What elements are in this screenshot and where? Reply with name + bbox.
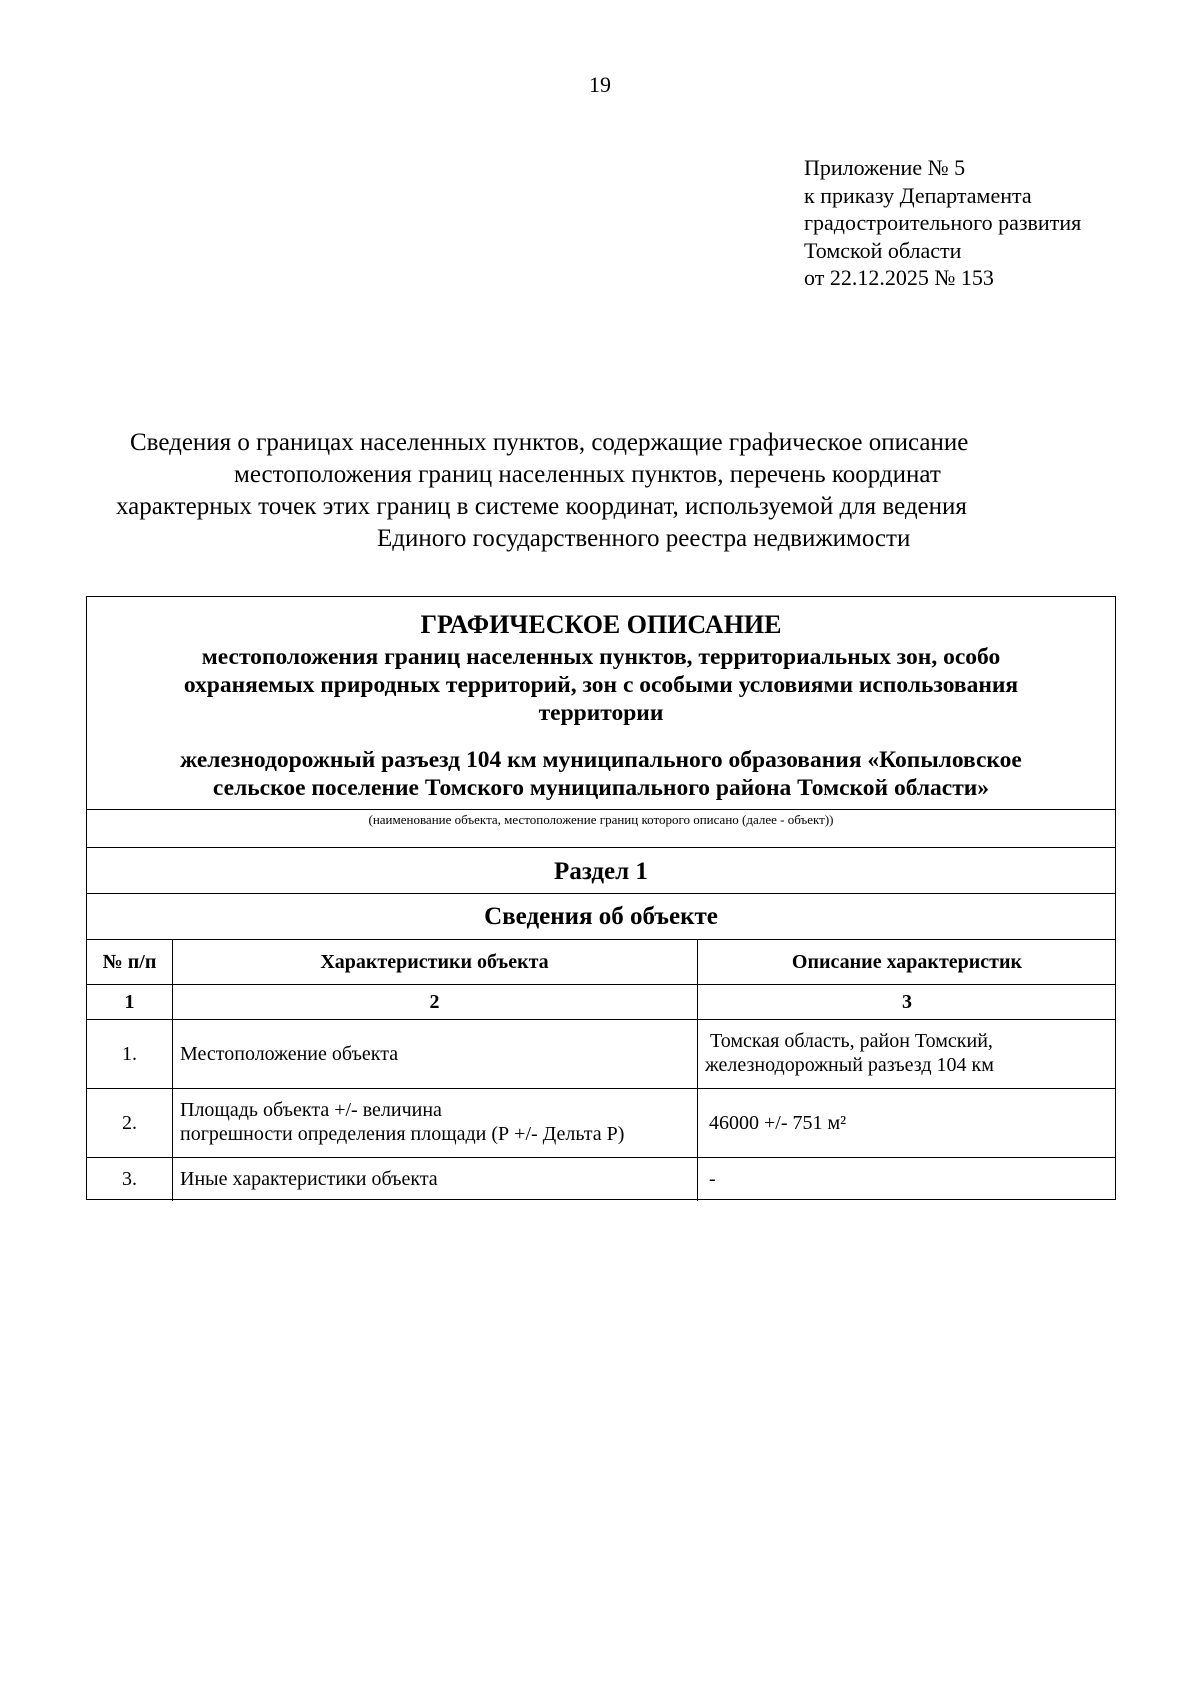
row-number: 3. (122, 1168, 137, 1190)
column-number: 3 (902, 991, 912, 1013)
object-name-line: железнодорожный разъезд 104 км муниципального образования «Копыловское (180, 747, 1022, 773)
divider (87, 847, 1115, 848)
row-characteristic: Местоположение объекта (180, 1043, 399, 1065)
column-header-number: № п/п (102, 951, 157, 973)
object-name-line: сельское поселение Томского муниципального района Томской области» (212, 775, 990, 801)
subtitle-line: местоположения границ населенных пунктов, территориальных зон, особо (201, 644, 1001, 670)
row-number: 2. (122, 1112, 137, 1134)
row-description: Томская область, район Томский, (705, 1030, 993, 1052)
column-header-characteristics: Характеристики объекта (320, 951, 549, 973)
appendix-block (804, 154, 1081, 292)
divider (87, 984, 1115, 985)
section-subtitle: Сведения об объекте (484, 903, 718, 930)
subtitle-line: охраняемых природных территорий, зон с особыми условиями использования (183, 672, 1019, 698)
appendix-line: от 22.12.2025 № 153 (804, 265, 994, 290)
intro-line: Сведения о границах населенных пунктов, содержащие графическое описание (130, 429, 969, 456)
document-title: ГРАФИЧЕСКОЕ ОПИСАНИЕ (420, 610, 782, 639)
intro-line: местоположения границ населенных пунктов, перечень координат (234, 461, 941, 488)
appendix-line: к приказу Департамента (804, 182, 1032, 208)
appendix-line: градостроительного развития (804, 210, 1082, 235)
column-number: 1 (124, 991, 135, 1013)
row-number: 1. (122, 1043, 137, 1065)
divider (87, 1088, 1115, 1089)
object-note: (наименование объекта, местоположение границ которого описано (далее - объект)) (368, 812, 834, 827)
page-number: 19 (589, 72, 611, 97)
row-description: - (709, 1168, 716, 1190)
column-divider (172, 939, 173, 1201)
row-description: железнодорожный разъезд 104 км (705, 1054, 994, 1076)
row-characteristic: Площадь объекта +/- величина (180, 1099, 442, 1121)
column-divider (697, 939, 698, 1201)
graphic-description-table (86, 596, 1116, 1200)
row-characteristic: погрешности определения площади (Р +/- Дельта Р) (180, 1123, 625, 1145)
column-header-description: Описание характеристик (791, 951, 1023, 973)
appendix-line: Приложение № 5 (804, 155, 966, 180)
divider (87, 1157, 1115, 1158)
column-number: 2 (429, 991, 440, 1013)
divider (87, 893, 1115, 894)
divider (87, 1019, 1115, 1020)
intro-line: характерных точек этих границ в системе координат, используемой для ведения (116, 493, 967, 520)
subtitle-line: территории (538, 700, 664, 726)
appendix-line: Томской области (804, 237, 962, 263)
area-value: 46000 +/- 751 м² (709, 1112, 847, 1134)
divider (87, 939, 1115, 940)
divider (87, 809, 1115, 810)
row-characteristic: Иные характеристики объекта (180, 1168, 438, 1190)
section-title: Раздел 1 (554, 858, 648, 885)
intro-line: Единого государственного реестра недвижимости (377, 525, 911, 552)
